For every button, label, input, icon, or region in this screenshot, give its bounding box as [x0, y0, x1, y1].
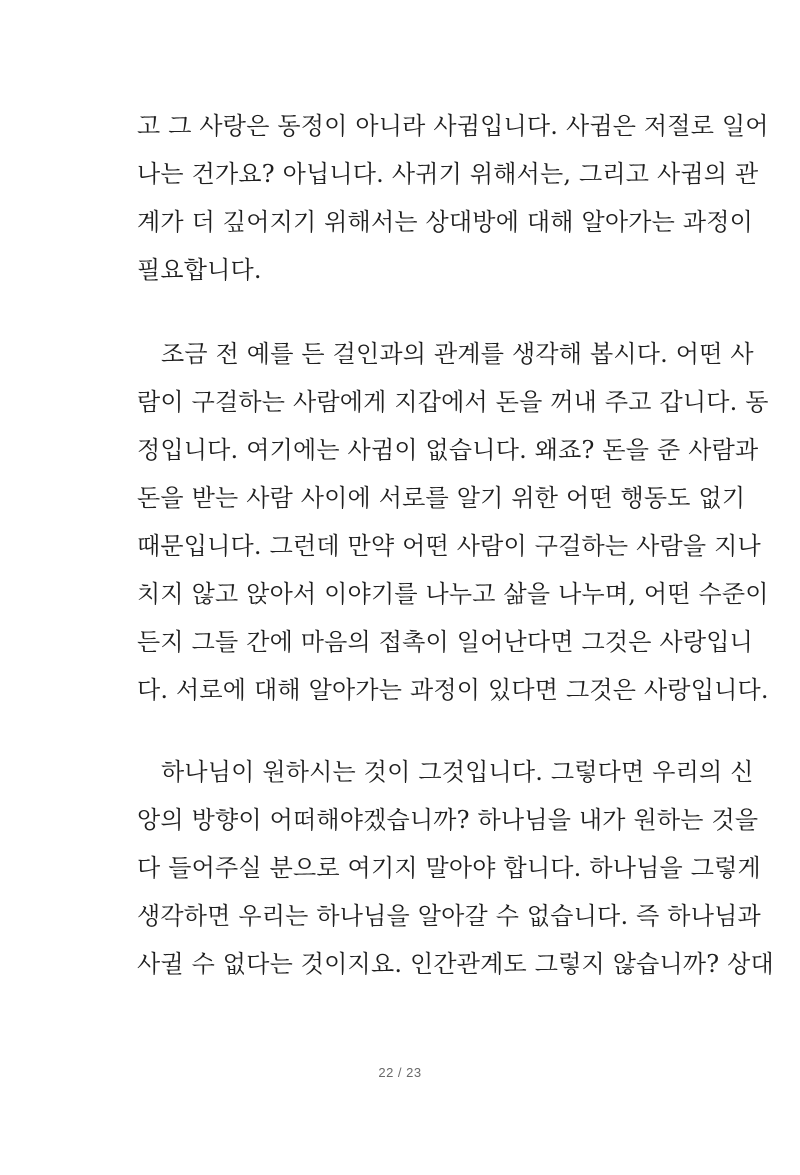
text-line: 고 그 사랑은 동정이 아니라 사귐입니다. 사귐은 저절로 일어: [137, 112, 769, 140]
text-line: 사귈 수 없다는 것이지요. 인간관계도 그렇지 않습니까? 상대: [137, 950, 774, 978]
paragraph-3: [137, 748, 774, 988]
text-line: 나는 건가요? 아닙니다. 사귀기 위해서는, 그리고 사귐의 관: [137, 160, 759, 188]
text-line: 치지 않고 앉아서 이야기를 나누고 삶을 나누며, 어떤 수준이: [137, 580, 769, 608]
text-line: 돈을 받는 사람 사이에 서로를 알기 위한 어떤 행동도 없기: [137, 484, 746, 512]
text-line: 필요합니다.: [137, 256, 262, 284]
text-line: 계가 더 깊어지기 위해서는 상대방에 대해 알아가는 과정이: [137, 208, 754, 236]
text-line: 다. 서로에 대해 알아가는 과정이 있다면 그것은 사랑입니다.: [137, 676, 769, 704]
text-line: 하나님이 원하시는 것이 그것입니다. 그렇다면 우리의 신: [161, 758, 754, 786]
page-number: 22 / 23: [378, 1065, 422, 1080]
text-line: 조금 전 예를 든 걸인과의 관계를 생각해 봅시다. 어떤 사: [161, 340, 754, 368]
text-line: 든지 그들 간에 마음의 접촉이 일어난다면 그것은 사랑입니: [137, 628, 754, 656]
text-line: 다 들어주실 분으로 여기지 말아야 합니다. 하나님을 그렇게: [137, 854, 761, 882]
paragraph-2: [137, 330, 769, 714]
text-line: 람이 구걸하는 사람에게 지갑에서 돈을 꺼내 주고 갑니다. 동: [137, 388, 769, 416]
text-line: 정입니다. 여기에는 사귐이 없습니다. 왜죠? 돈을 준 사람과: [137, 436, 759, 464]
text-line: 때문입니다. 그런데 만약 어떤 사람이 구걸하는 사람을 지나: [137, 532, 761, 560]
text-line: 앙의 방향이 어떠해야겠습니까? 하나님을 내가 원하는 것을: [137, 806, 759, 834]
text-line: 생각하면 우리는 하나님을 알아갈 수 없습니다. 즉 하나님과: [137, 902, 761, 930]
paragraph-1: [137, 102, 769, 294]
